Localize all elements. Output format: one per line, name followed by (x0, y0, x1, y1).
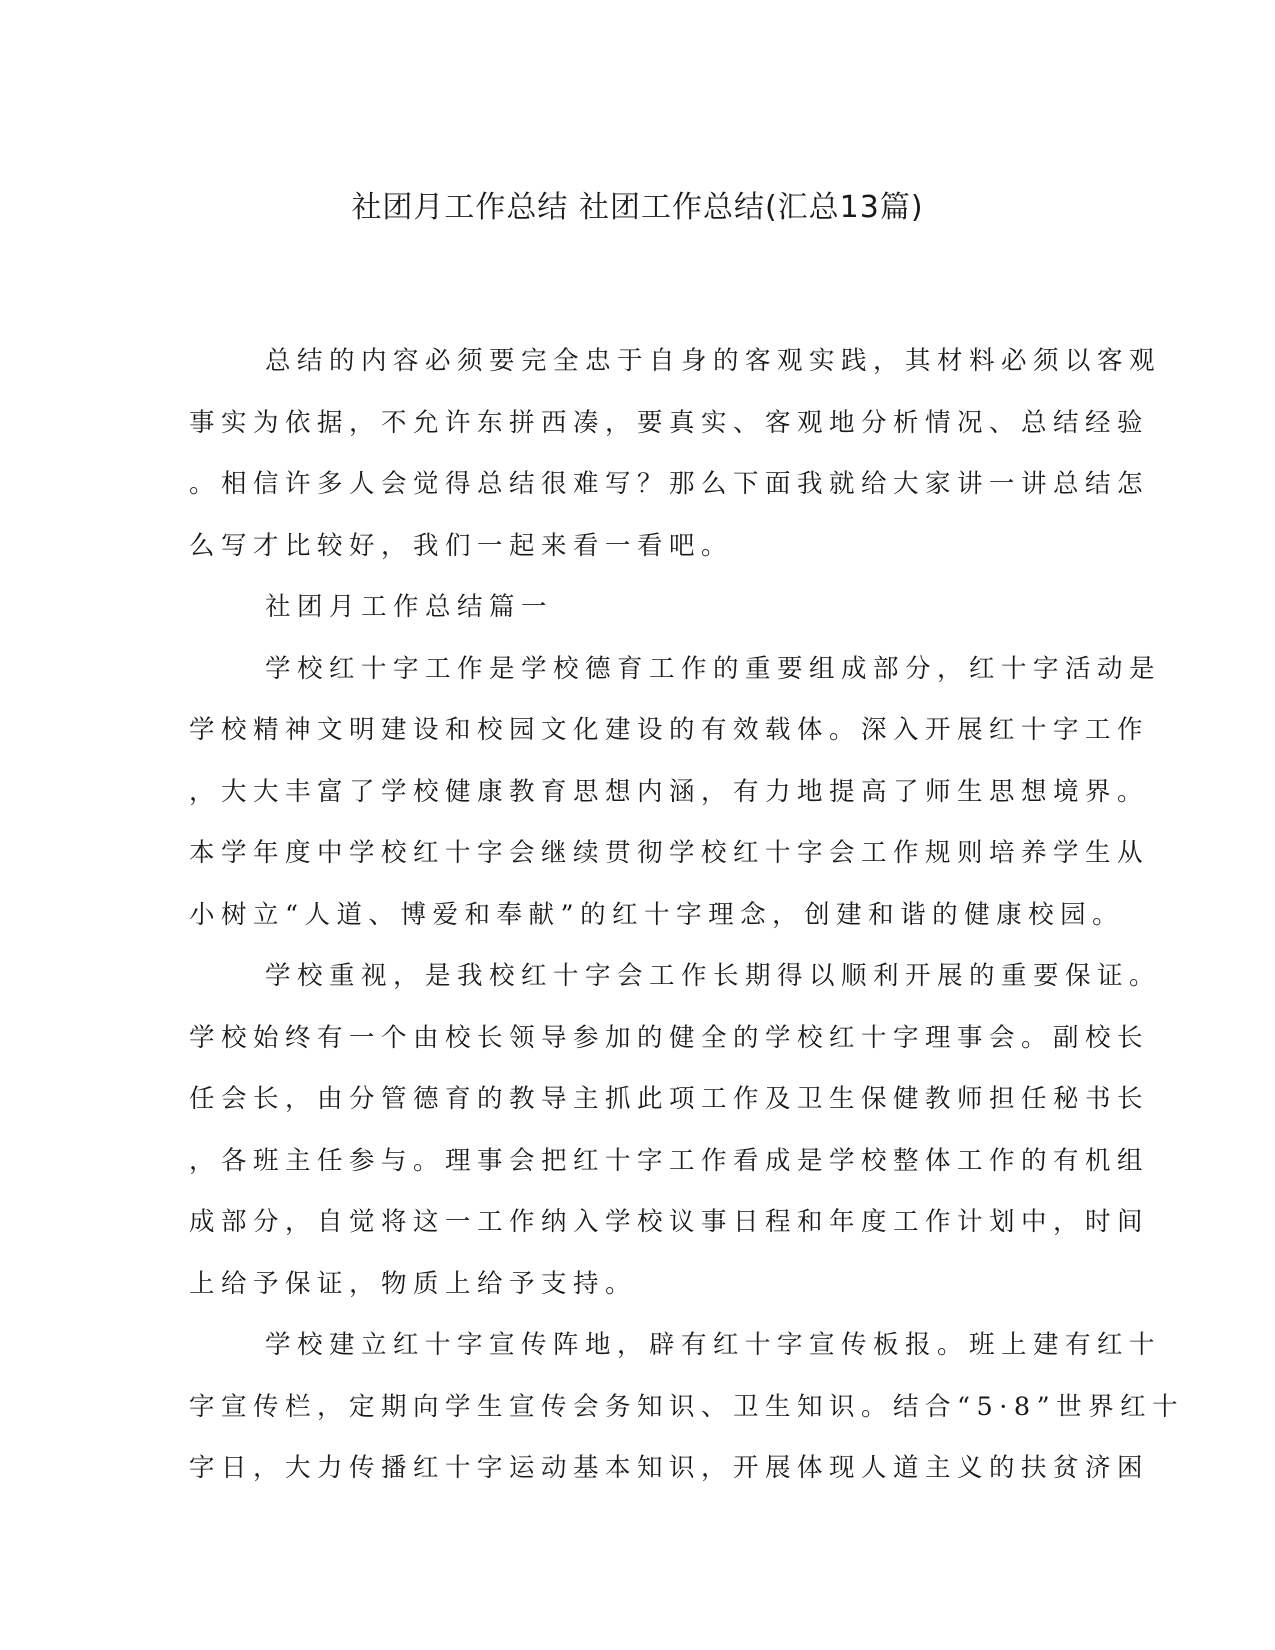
text-line: 学校红十字工作是学校德育工作的重要组成部分，红十字活动是 (265, 653, 1162, 684)
text-line: ，大大丰富了学校健康教育思想内涵，有力地提高了师生思想境界。 (189, 776, 1150, 807)
section-heading: 社团月工作总结篇一 (265, 592, 554, 622)
text-line: 总结的内容必须要完全忠于自身的客观实践，其材料必须以客观 (265, 346, 1162, 376)
text-line: 本学年度中学校红十字会继续贯彻学校红十字会工作规则培养学生从 (189, 838, 1150, 868)
text-line: 学校精神文明建设和校园文化建设的有效载体。深入开展红十字工作 (189, 715, 1150, 745)
text-line: 字日，大力传播红十字运动基本知识，开展体现人道主义的扶贫济困 (189, 1453, 1150, 1483)
page-title: 社团月工作总结 社团工作总结(汇总13篇) (351, 190, 924, 225)
text-line: 成部分，自觉将这一工作纳入学校议事日程和年度工作计划中，时间 (189, 1207, 1150, 1237)
document-body (189, 331, 1185, 1500)
text-line: 么写才比较好，我们一起来看一看吧。 (189, 530, 734, 561)
text-line: 学校重视，是我校红十字会工作长期得以顺利开展的重要保证。 (265, 961, 1162, 991)
text-line: 字宣传栏，定期向学生宣传会务知识、卫生知识。结合“5·8”世界红十 (189, 1391, 1185, 1422)
text-line: 任会长，由分管德育的教导主抓此项工作及卫生保健教师担任秘书长 (189, 1084, 1150, 1114)
text-line: 。相信许多人会觉得总结很难写？那么下面我就给大家讲一讲总结怎 (189, 469, 1150, 499)
text-line: 小树立“人道、博爱和奉献”的红十字理念，创建和谐的健康校园。 (189, 899, 1125, 930)
text-line: 学校始终有一个由校长领导参加的健全的学校红十字理事会。副校长 (189, 1022, 1150, 1053)
text-line: ，各班主任参与。理事会把红十字工作看成是学校整体工作的有机组 (189, 1145, 1150, 1176)
text-line: 上给予保证，物质上给予支持。 (189, 1268, 638, 1299)
text-line: 事实为依据，不允许东拼西凑，要真实、客观地分析情况、总结经验 (189, 407, 1150, 438)
text-line: 学校建立红十字宣传阵地，辟有红十字宣传板报。班上建有红十 (265, 1330, 1162, 1360)
